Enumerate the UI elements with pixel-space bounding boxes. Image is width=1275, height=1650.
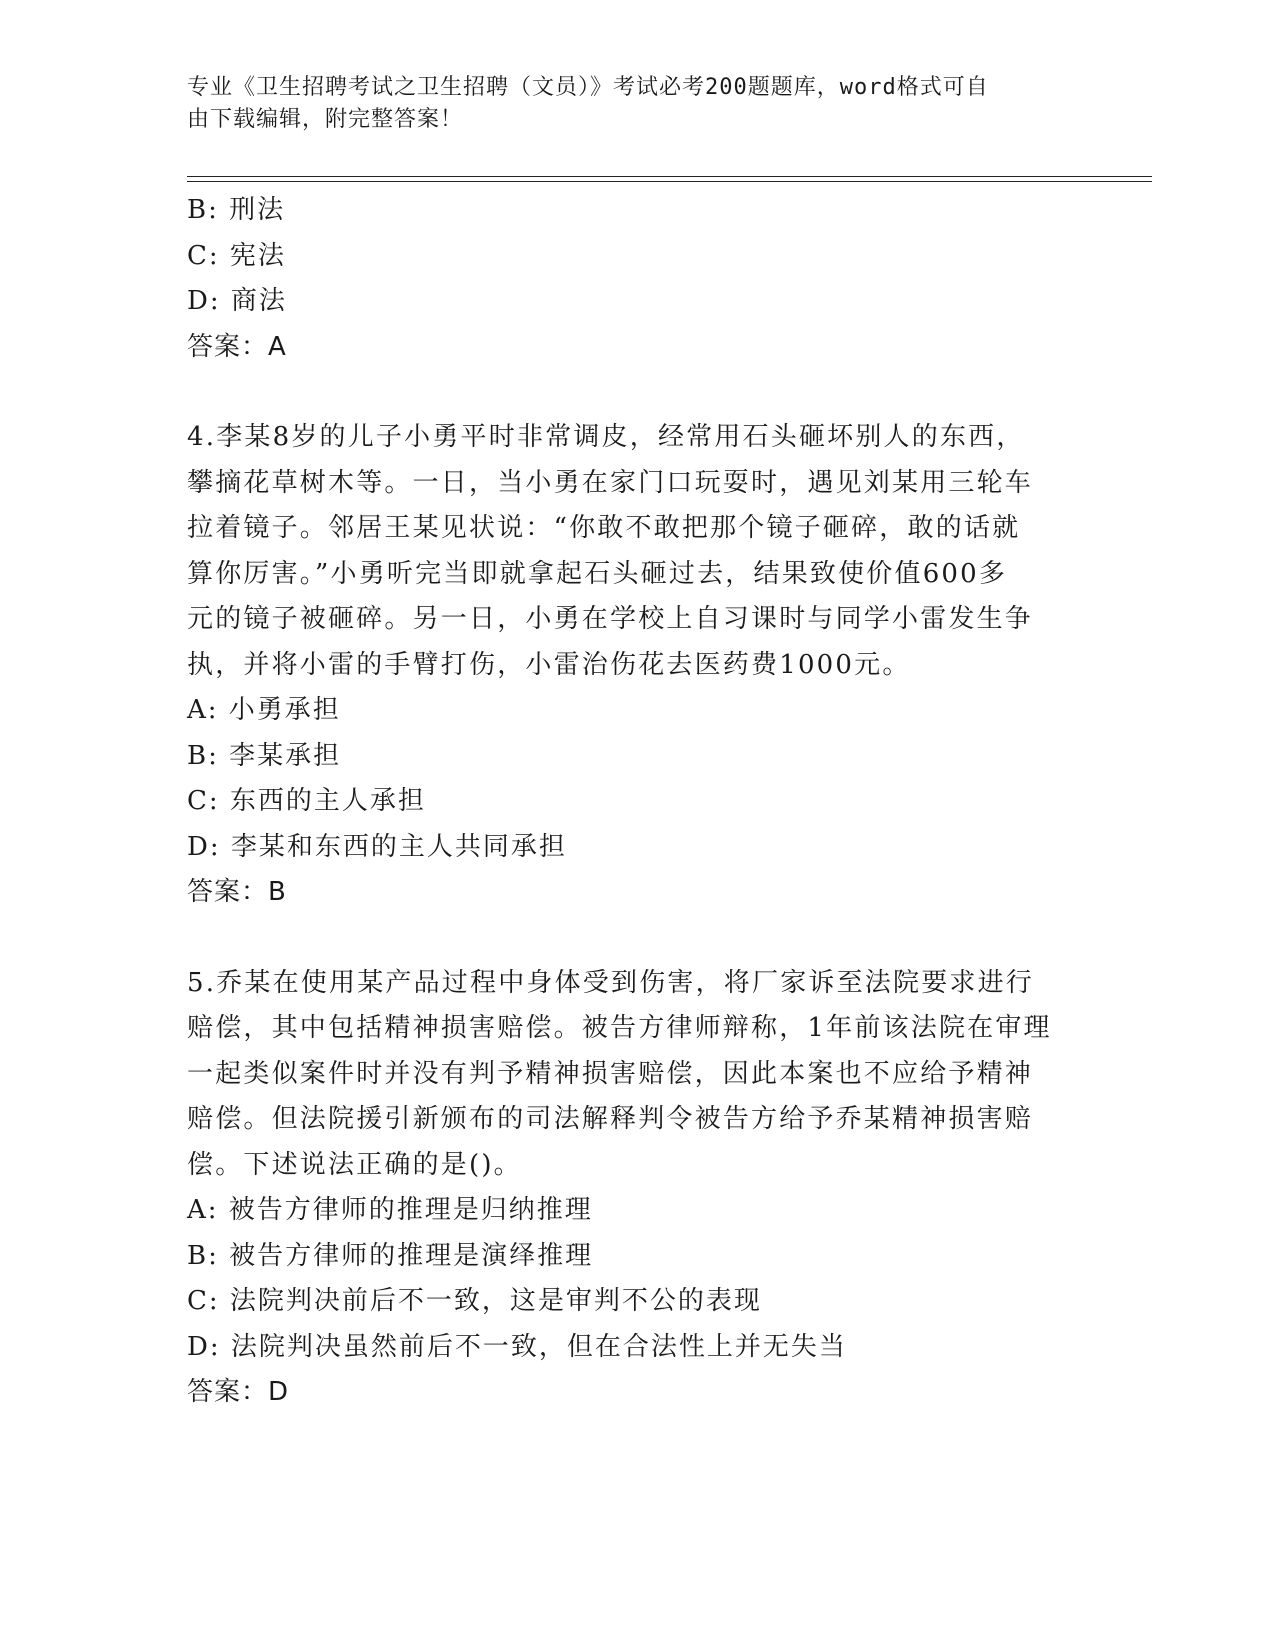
question-line: 攀摘花草树木等。一日，当小勇在家门口玩耍时，遇见刘某用三轮车 (187, 467, 1034, 498)
question-line: 执，并将小雷的手臂打伤，小雷治伤花去医药费1000元。 (187, 649, 911, 680)
option-d: D: 商法 (187, 286, 287, 316)
answer-line: 答案：A (187, 331, 287, 362)
document-header (187, 72, 1067, 136)
document-body (187, 188, 1087, 1416)
answer-line: 答案：B (187, 877, 287, 907)
question-line: 一起类似案件时并没有判予精神损害赔偿，因此本案也不应给予精神 (187, 1058, 1034, 1089)
option-b: B: 李某承担 (187, 740, 342, 771)
option-a: A: 小勇承担 (187, 695, 341, 725)
question-line: 拉着镜子。邻居王某见状说：“你敢不敢把那个镜子砸碎，敢的话就 (187, 513, 1021, 543)
header-divider-bottom (187, 181, 1152, 182)
option-c: C: 东西的主人承担 (187, 786, 426, 816)
question-4 (187, 415, 1087, 916)
question-line: 5.乔某在使用某产品过程中身体受到伤害，将厂家诉至法院要求进行 (187, 967, 1035, 998)
question-line: 偿。下述说法正确的是()。 (187, 1149, 522, 1180)
answer-line: 答案：D (187, 1377, 290, 1407)
question-line: 元的镜子被砸碎。另一日，小勇在学校上自习课时与同学小雷发生争 (187, 604, 1034, 634)
question-line: 算你厉害。”小勇听完当即就拿起石头砸过去，结果致使价值600多 (187, 558, 1008, 589)
option-c: C: 宪法 (187, 240, 286, 271)
option-d: D: 李某和东西的主人共同承担 (187, 831, 567, 862)
question-5 (187, 961, 1087, 1416)
question-line: 赔偿，其中包括精神损害赔偿。被告方律师辩称，1年前该法院在审理 (187, 1013, 1052, 1043)
header-line-1: 专业《卫生招聘考试之卫生招聘（文员）》考试必考200题题库，word格式可自 (187, 75, 989, 100)
question-line: 赔偿。但法院援引新颁布的司法解释判令被告方给予乔某精神损害赔 (187, 1104, 1034, 1134)
question-3-tail (187, 188, 1087, 370)
question-line: 4.李某8岁的儿子小勇平时非常调皮，经常用石头砸坏别人的东西， (187, 422, 1025, 452)
option-a: A: 被告方律师的推理是归纳推理 (187, 1195, 593, 1225)
header-line-2: 由下载编辑，附完整答案！ (187, 107, 464, 132)
option-c: C: 法院判决前后不一致，这是审判不公的表现 (187, 1286, 762, 1316)
header-divider-top (187, 176, 1152, 177)
option-d: D: 法院判决虽然前后不一致，但在合法性上并无失当 (187, 1331, 847, 1362)
question-text (187, 961, 1087, 1189)
question-text (187, 415, 1087, 688)
option-b: B: 刑法 (187, 195, 286, 225)
option-b: B: 被告方律师的推理是演绎推理 (187, 1240, 594, 1271)
